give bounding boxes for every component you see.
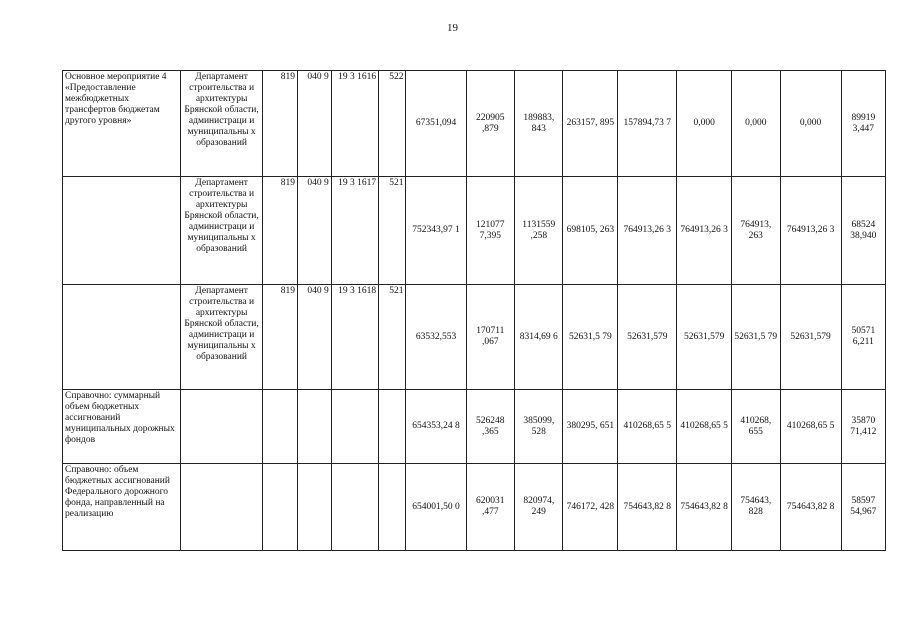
amount-cell: 0,000 [677,71,732,177]
table-body [63,71,886,551]
grbs-code-cell: 819 [263,71,298,177]
section-code-cell: 040 9 [297,71,331,177]
section-code-cell [297,390,331,464]
amount-cell: 170711 ,067 [466,285,514,390]
amount-cell: 52631,5 79 [563,285,618,390]
responsible-org-cell: Департамент строительства и архитектуры Брянской области, администраци и муниципальны х образований [181,285,263,390]
amount-cell: 410268, 655 [732,390,780,464]
table-row [63,464,886,551]
amount-cell: 52631,5 79 [732,285,780,390]
row-name-cell: Справочно: объем бюджетных ассигнований Федерального дорожного фонда, направленный на реализацию [63,464,181,551]
target-article-cell: 19 3 1618 [331,285,378,390]
expense-type-cell: 522 [379,71,406,177]
amount-cell: 746172, 428 [563,464,618,551]
amount-cell: 63532,553 [406,285,466,390]
amount-cell: 50571 6,211 [841,285,885,390]
row-name-cell: Справочно: суммарный объем бюджетных ассигнований муниципальных дорожных фондов [63,390,181,464]
amount-cell: 754643, 828 [732,464,780,551]
amount-cell: 52631,579 [677,285,732,390]
amount-cell: 754643,82 8 [780,464,841,551]
target-article-cell [331,390,378,464]
amount-cell: 0,000 [780,71,841,177]
amount-cell: 752343,97 1 [406,177,466,285]
target-article-cell: 19 3 1617 [331,177,378,285]
responsible-org-cell [181,464,263,551]
amount-cell: 410268,65 5 [618,390,677,464]
amount-cell: 121077 7,395 [466,177,514,285]
section-code-cell [297,464,331,551]
amount-cell: 89919 3,447 [841,71,885,177]
amount-cell: 410268,65 5 [780,390,841,464]
amount-cell: 820974, 249 [515,464,563,551]
amount-cell: 8314,69 6 [515,285,563,390]
responsible-org-cell: Департамент строительства и архитектуры Брянской области, администраци и муниципальны х образований [181,177,263,285]
target-article-cell [331,464,378,551]
section-code-cell: 040 9 [297,285,331,390]
responsible-org-cell: Департамент строительства и архитектуры Брянской области, администраци и муниципальны х образований [181,71,263,177]
amount-cell: 764913, 263 [732,177,780,285]
amount-cell: 698105, 263 [563,177,618,285]
row-name-cell: Основное мероприятие 4 «Предоставление межбюджетных трансфертов бюджетам другого уровня» [63,71,181,177]
target-article-cell: 19 3 1616 [331,71,378,177]
expense-type-cell [379,390,406,464]
amount-cell: 157894,73 7 [618,71,677,177]
amount-cell: 220905 ,879 [466,71,514,177]
amount-cell: 189883, 843 [515,71,563,177]
row-name-cell [63,177,181,285]
amount-cell: 67351,094 [406,71,466,177]
section-code-cell: 040 9 [297,177,331,285]
table-row [63,390,886,464]
amount-cell: 754643,82 8 [618,464,677,551]
row-name-cell [63,285,181,390]
grbs-code-cell: 819 [263,177,298,285]
amount-cell: 654353,24 8 [406,390,466,464]
table-row [63,71,886,177]
page-number: 19 [447,22,458,34]
table-row [63,285,886,390]
amount-cell: 620031 ,477 [466,464,514,551]
amount-cell: 654001,50 0 [406,464,466,551]
table-row [63,177,886,285]
amount-cell: 380295, 651 [563,390,618,464]
amount-cell: 385099, 528 [515,390,563,464]
amount-cell: 52631,579 [780,285,841,390]
amount-cell: 754643,82 8 [677,464,732,551]
amount-cell: 35870 71,412 [841,390,885,464]
grbs-code-cell [263,464,298,551]
expense-type-cell [379,464,406,551]
amount-cell: 263157, 895 [563,71,618,177]
amount-cell: 68524 38,940 [841,177,885,285]
amount-cell: 58597 54,967 [841,464,885,551]
amount-cell: 764913,26 3 [780,177,841,285]
amount-cell: 410268,65 5 [677,390,732,464]
amount-cell: 526248 ,365 [466,390,514,464]
responsible-org-cell [181,390,263,464]
amount-cell: 764913,26 3 [618,177,677,285]
budget-table [62,70,886,551]
amount-cell: 1131559 ,258 [515,177,563,285]
amount-cell: 52631,579 [618,285,677,390]
grbs-code-cell [263,390,298,464]
amount-cell: 764913,26 3 [677,177,732,285]
expense-type-cell: 521 [379,285,406,390]
grbs-code-cell: 819 [263,285,298,390]
amount-cell: 0,000 [732,71,780,177]
expense-type-cell: 521 [379,177,406,285]
